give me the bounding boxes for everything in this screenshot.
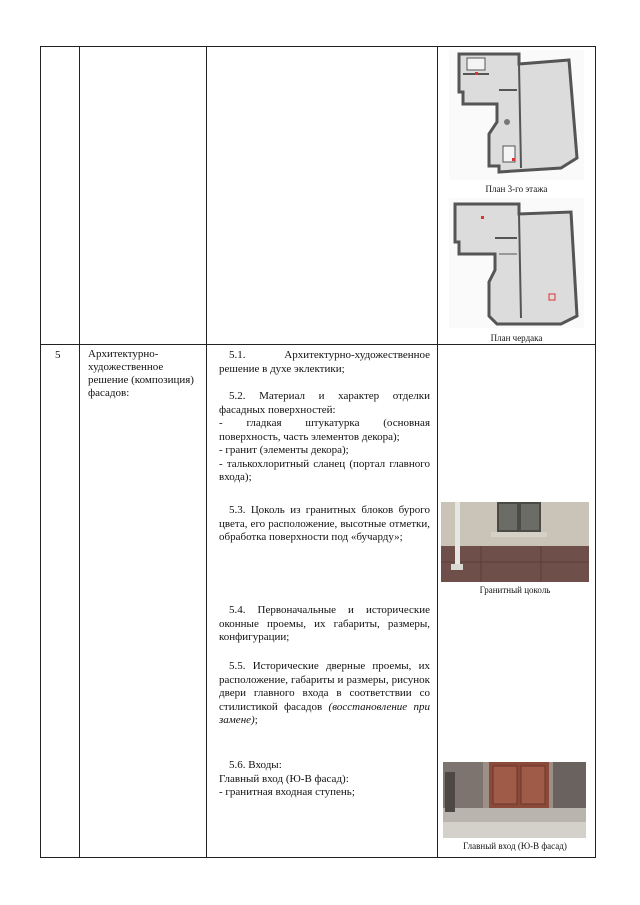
requirement-5-1: 5.1. Архитектурно-художественное решение в духе эклектики; <box>219 349 430 375</box>
granite-plinth-caption: Гранитный цоколь <box>479 585 551 595</box>
requirement-5-6: 5.6. Входы: Главный вход (Ю-В фасад): - гранитная входная ступень; <box>219 759 355 798</box>
main-entrance-photo <box>443 762 586 838</box>
table-border-top <box>40 46 595 47</box>
requirement-5-5: 5.5. Исторические дверные проемы, их расположение, габариты и размеры, рисунок двери главного входа в соответствии со стилистикой фасадов (восстановление при замене); <box>219 660 430 726</box>
third-floor-plan-image <box>449 50 584 180</box>
table-border-left <box>40 46 41 858</box>
table-divider-1 <box>79 46 80 858</box>
requirement-5-2: 5.2. Материал и характер отделки фасадных поверхностей: - гладкая штукатурка (основная поверхность, часть элементов декора); - гранит (элементы декора); - талькохлоритный сланец (портал главного входа); <box>219 390 430 483</box>
attic-plan-caption: План чердака <box>490 333 543 343</box>
requirement-5-3: 5.3. Цоколь из гранитных блоков бурого цвета, его расположение, высотные отметки, обработка поверхности под «бучарду»; <box>219 504 430 543</box>
requirement-5-4: 5.4. Первоначальные и исторические оконные проемы, их габариты, размеры, конфигурации; <box>219 604 430 643</box>
row-title: Архитектурно-художественное решение (композиция) фасадов: <box>88 348 194 399</box>
italic-note: (восстановление при замене) <box>219 700 430 726</box>
table-border-bottom <box>40 857 595 858</box>
main-entrance-caption: Главный вход (Ю-В фасад) <box>463 841 567 851</box>
table-divider-3 <box>437 46 438 858</box>
table-divider-2 <box>206 46 207 858</box>
row-number: 5 <box>55 349 61 361</box>
table-border-right <box>595 46 596 858</box>
attic-plan-image <box>449 198 584 328</box>
row-divider <box>40 344 595 345</box>
third-floor-plan-caption: План 3-го этажа <box>485 184 548 194</box>
granite-plinth-photo <box>441 502 589 582</box>
